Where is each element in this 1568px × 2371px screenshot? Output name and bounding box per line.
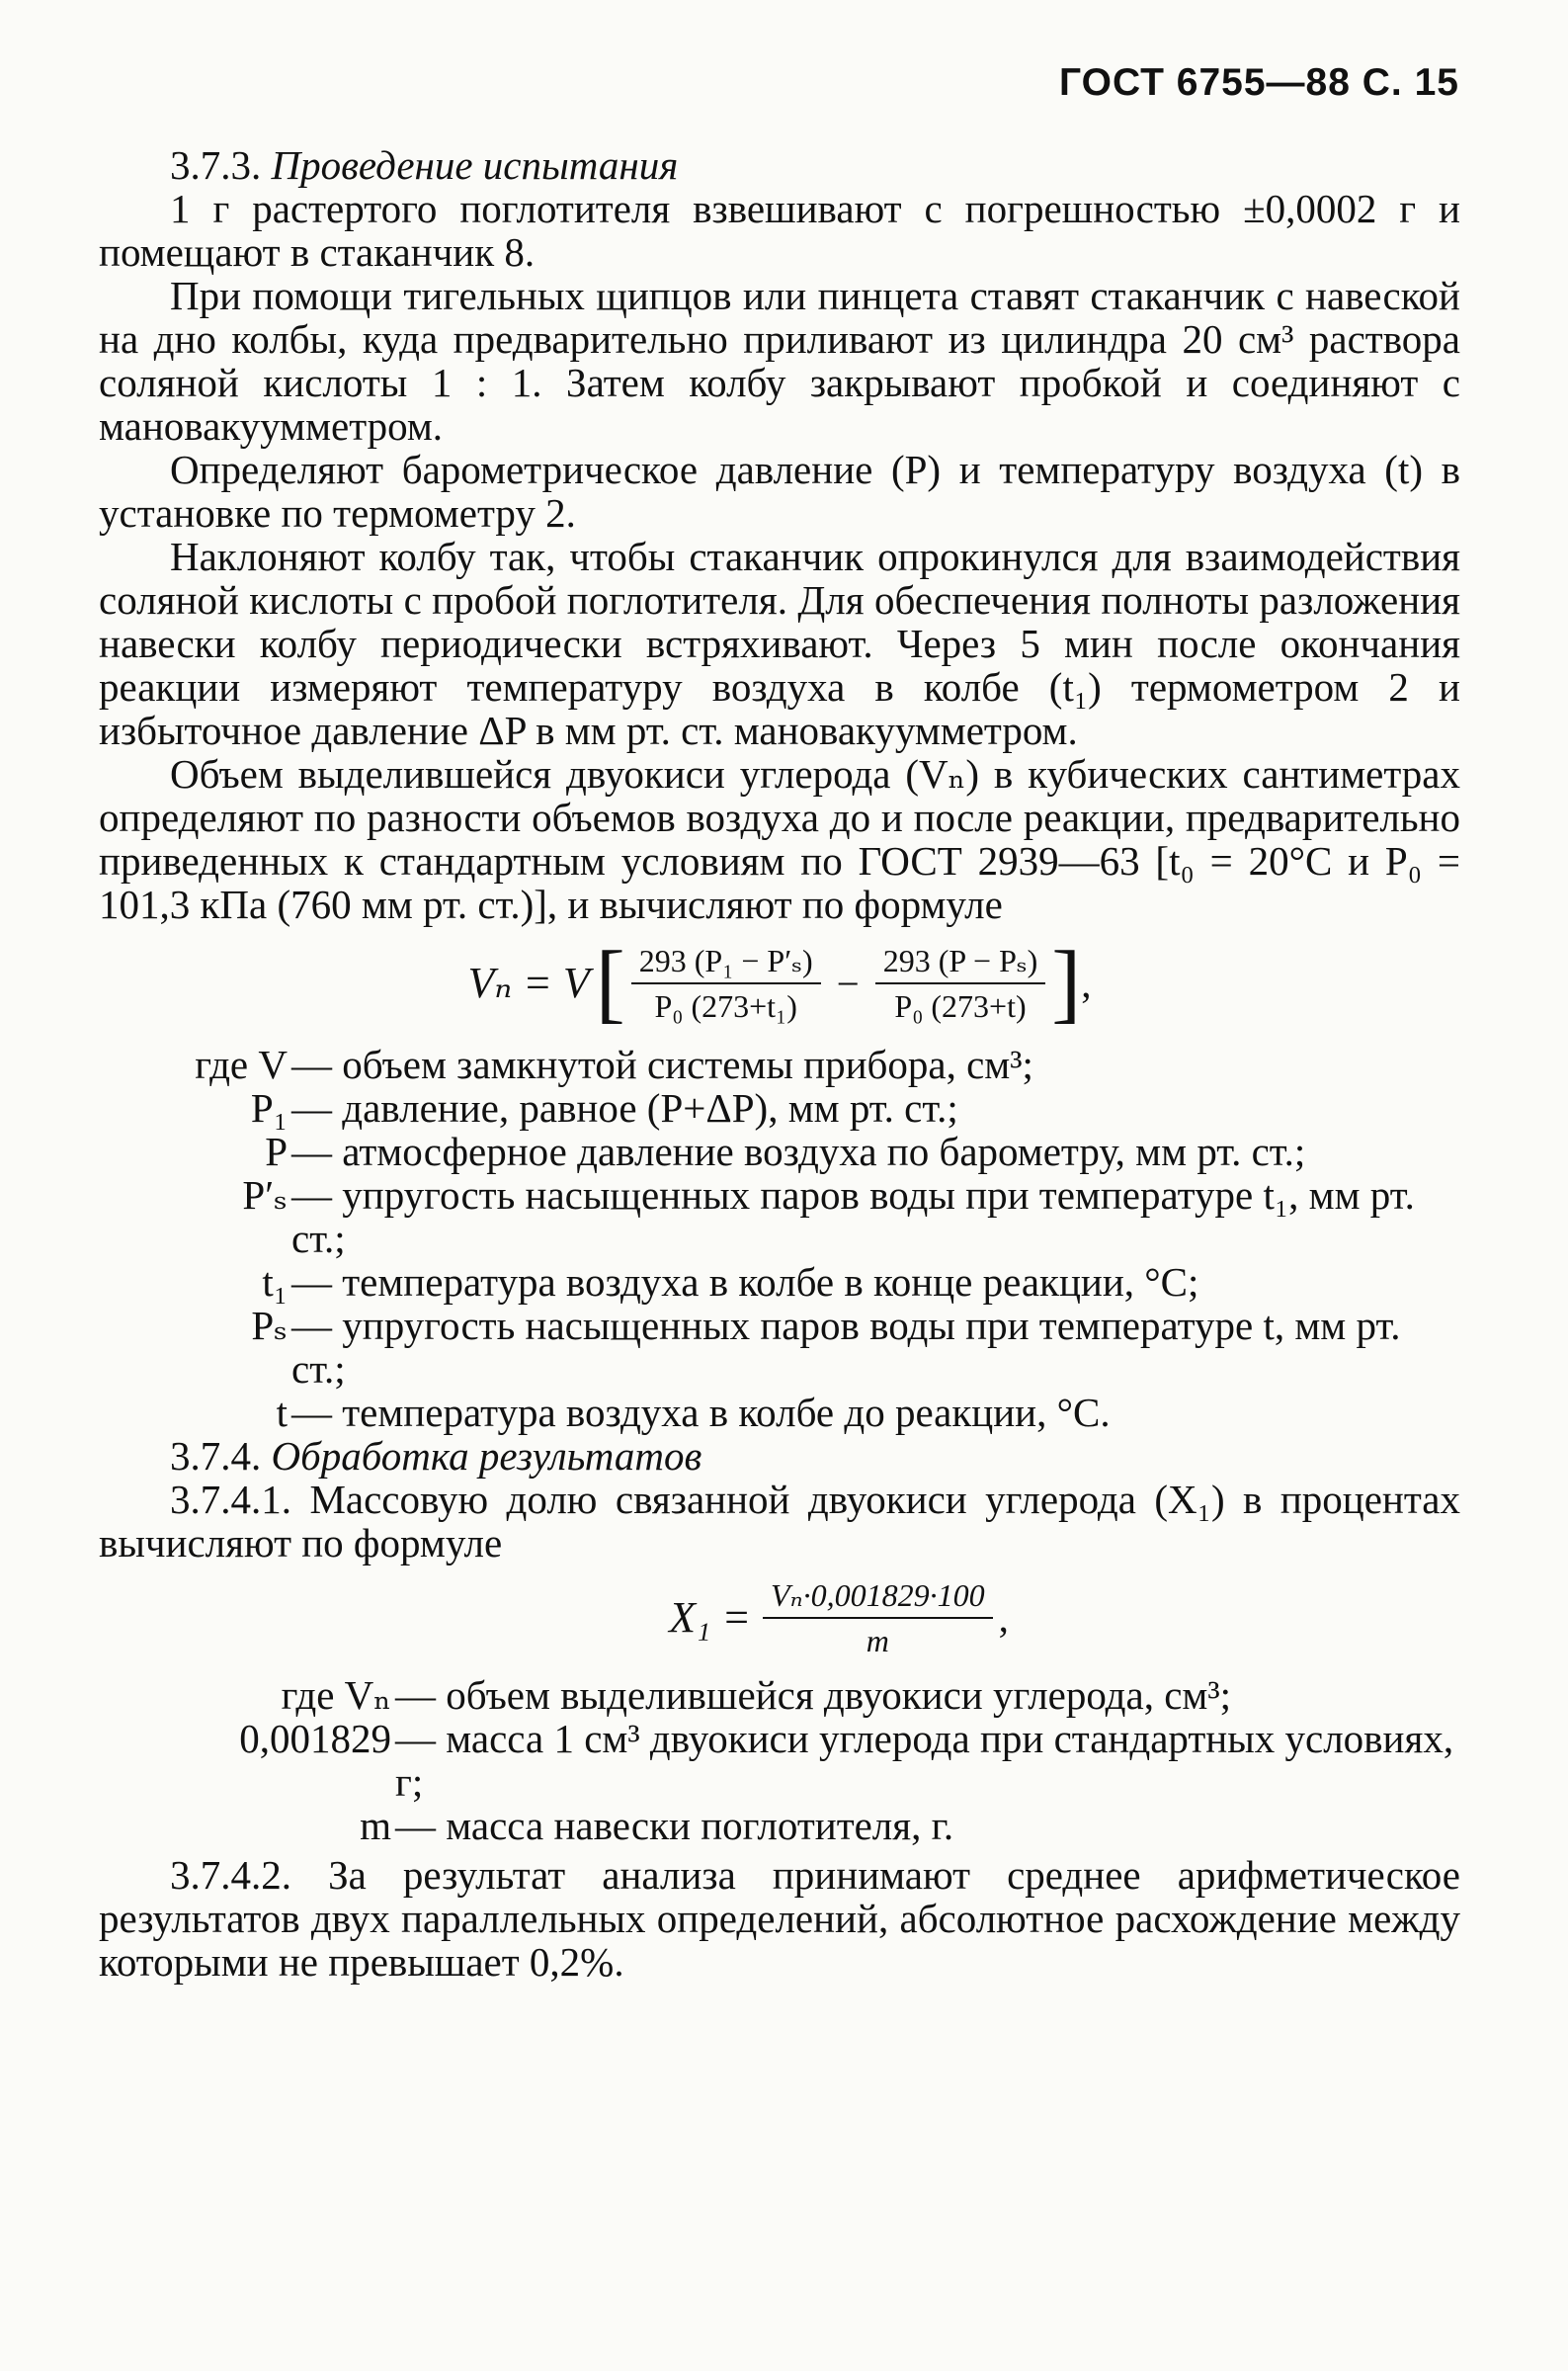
legend-list [99,1043,1460,1434]
fraction-numerator: 293 (P − Pₛ) [875,941,1046,984]
fraction-denominator: P₀ (273+t) [894,988,1027,1024]
fraction [763,1575,993,1660]
fraction-denominator: P₀ (273+t₁) [654,988,797,1024]
legend-description: — упругость насыщенных паров воды при температуре t, мм рт. ст.; [291,1303,1401,1392]
legend-description: — температура воздуха в колбе до реакции, °С. [291,1390,1111,1435]
legend-description: — упругость насыщенных паров воды при температуре t₁, мм рт. ст.; [291,1172,1415,1261]
formula-comma: , [998,1595,1009,1641]
legend-symbol: t₁ [262,1259,288,1305]
legend-description: — объем выделившейся двуокиси углерода, см³; [395,1672,1232,1718]
legend-description: — давление, равное (P+ΔP), мм рт. ст.; [291,1085,958,1131]
right-bracket: ] [1051,934,1082,1032]
legend-list [99,1673,1460,1847]
formula-lhs: X₁ = [669,1593,752,1642]
legend-symbol: P₁ [250,1085,288,1131]
legend-symbol: где V [195,1042,288,1087]
minus-sign: − [836,961,860,1006]
legend-description: — масса 1 см³ двуокиси углерода при стандартных условиях, г; [395,1716,1454,1805]
legend-description: — атмосферное давление воздуха по барометру, мм рт. ст.; [291,1129,1306,1174]
legend-description: — температура воздуха в колбе в конце реакции, °С; [291,1259,1199,1305]
section-heading-3-7-3: 3.7.3. Проведение испытания [170,142,679,188]
fraction [631,941,821,1026]
legend-symbol: Pₛ [251,1303,288,1348]
legend-symbol: где Vₙ [281,1672,391,1718]
left-bracket: [ [595,934,625,1032]
fraction-numerator: 293 (P₁ − P′ₛ) [631,941,821,984]
formula-comma: , [1081,961,1092,1006]
legend-symbol: m [360,1803,391,1848]
legend-symbol: t [276,1390,288,1435]
paragraph: Определяют барометрическое давление (P) и температуру воздуха (t) в установке по термометру 2. [99,447,1460,536]
paragraph: 3.7.4.2. За результат анализа принимают среднее арифметическое результатов двух параллельных определений, абсолютное расхождение между которыми не превышает 0,2%. [99,1852,1460,1985]
formula-x1 [99,1568,1460,1667]
fraction [875,941,1046,1026]
document-body [99,143,1460,1984]
paragraph: При помощи тигельных щипцов или пинцета ставят стаканчик с навеской на дно колбы, куда предварительно приливают из цилиндра 20 см³ раствора соляной кислоты 1 : 1. Затем колбу закрывают пробкой и соединяют с мановакуумметром. [99,273,1460,449]
legend-description: — объем замкнутой системы прибора, см³; [291,1042,1033,1087]
page-header: ГОСТ 6755—88 С. 15 [1059,61,1459,104]
legend-symbol: 0,001829 [239,1716,391,1761]
legend-symbol: P′ₛ [242,1172,288,1218]
legend-description: — масса навески поглотителя, г. [395,1803,954,1848]
paragraph: 3.7.4.1. Массовую долю связанной двуокиси углерода (X₁) в процентах вычисляют по формуле [99,1477,1460,1566]
fraction-numerator: Vₙ·0,001829·100 [763,1575,993,1619]
formula-vn [99,930,1460,1037]
paragraph: 1 г растертого поглотителя взвешивают с погрешностью ±0,0002 г и помещают в стаканчик 8. [99,186,1460,275]
legend-symbol: P [265,1129,288,1174]
formula-lhs: Vₙ = V [467,959,590,1007]
section-heading-3-7-4: 3.7.4. Обработка результатов [170,1433,702,1479]
paragraph: Наклоняют колбу так, чтобы стаканчик опрокинулся для взаимодействия соляной кислоты с пробой поглотителя. Для обеспечения полноты разложения навески колбу периодически встряхивают. Через 5 мин после окончания реакции измеряют температуру воздуха в колбе (t₁) термометром 2 и избыточное давление ΔP в мм рт. ст. мановакуумметром. [99,534,1460,753]
paragraph: Объем выделившейся двуокиси углерода (Vₙ) в кубических сантиметрах определяют по разности объемов воздуха до и после реакции, предварительно приведенных к стандартным условиям по ГОСТ 2939—63 [t₀ = 20°С и P₀ = 101,3 кПа (760 мм рт. ст.)], и вычисляют по формуле [99,751,1460,927]
fraction-denominator: m [866,1623,889,1658]
